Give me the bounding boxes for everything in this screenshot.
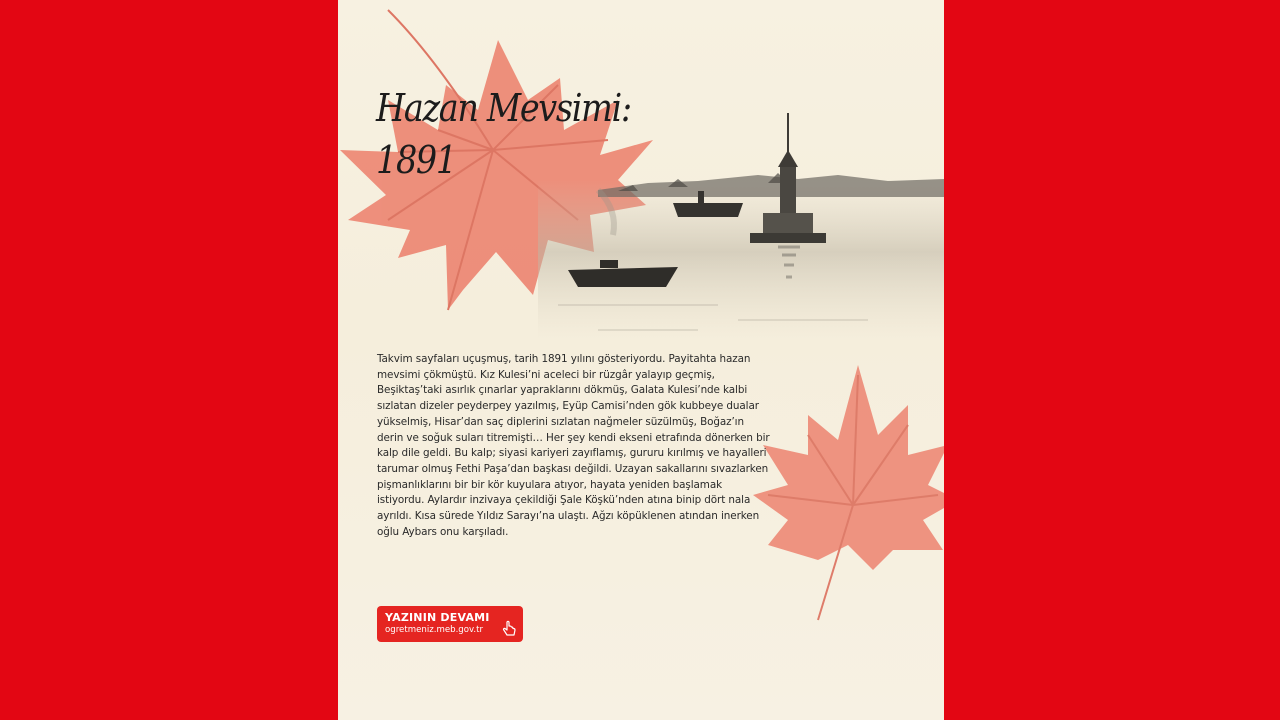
title-line-2: 1891 <box>376 138 456 182</box>
hand-pointer-icon <box>500 620 518 638</box>
read-more-url: ogretmeniz.meb.gov.tr <box>385 625 484 635</box>
page-title <box>376 82 631 186</box>
title-line-1: Hazan Mevsimi: <box>376 86 631 130</box>
read-more-label: YAZININ DEVAMI <box>385 611 490 624</box>
read-more-button[interactable] <box>377 606 523 642</box>
maple-leaf-bottom-illustration <box>748 345 944 625</box>
poster-page <box>338 0 944 720</box>
article-excerpt: Takvim sayfaları uçuşmuş, tarih 1891 yılını gösteriyordu. Payitahta hazan mevsimi çökmüştü. Kız Kulesi’ni aceleci bir rüzgâr yalayıp geçmiş, Beşiktaş’taki asırlık çınarlar yapraklarını dökmüş, Galata Kulesi’nde kalbi sızlatan dizeler peyderpey yazılmış, Eyüp Camisi’nden gök kubbeye dualar yükselmiş, Hisar’dan saç diplerini sızlatan nağmeler süzülmüş, Boğaz’ın derin ve soğuk suları titremişti… Her şey kendi ekseni etrafında dönerken bir kalp dile geldi. Bu kalp; siyasi kariyeri zayıflamış, gururu kırılmış ve hayalleri tarumar olmuş Fethi Paşa’dan başkası değildi. Uzayan sakallarını sıvazlarken pişmanlıklarını bir bir kör kuyulara atıyor, hayata yeniden başlamak istiyordu. Aylardır inzivaya çekildiği Şale Köşkü’nden atına binip dört nala ayrıldı. Kısa sürede Yıldız Sarayı’na ulaştı. Ağzı köpüklenen atından inerken oğlu Aybars onu karşıladı. <box>377 353 770 538</box>
